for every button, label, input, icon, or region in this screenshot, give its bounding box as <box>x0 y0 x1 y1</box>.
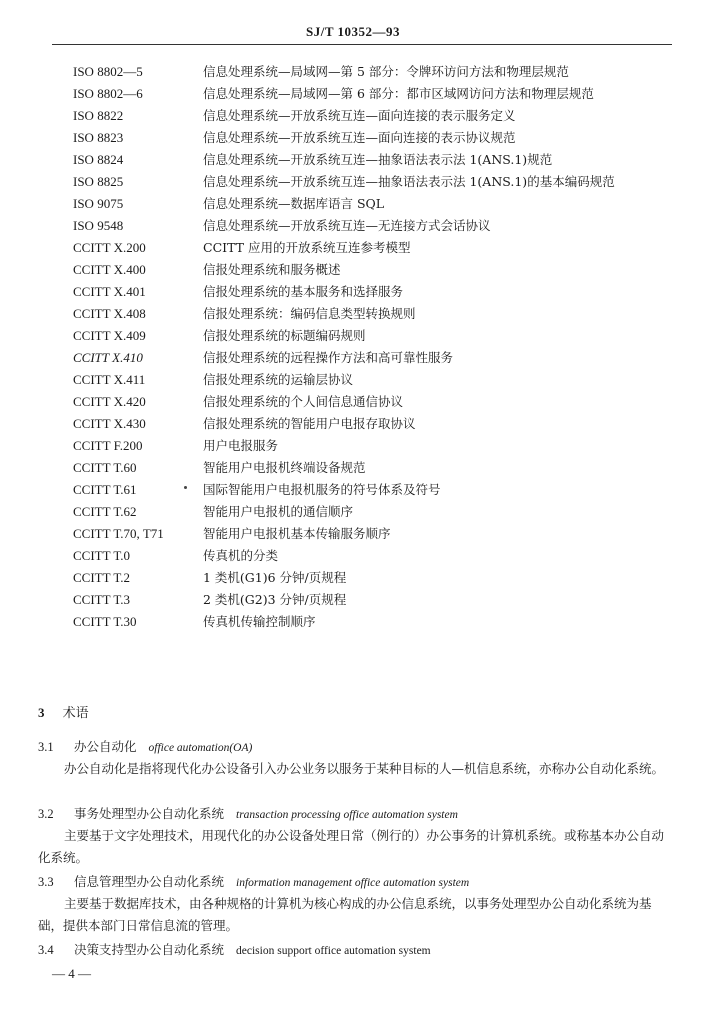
reference-row <box>0 215 706 237</box>
reference-code: CCITT T.61 <box>73 482 137 497</box>
reference-row <box>0 369 706 391</box>
term-english: decision support office automation system <box>236 945 431 957</box>
term-number: 3.4 <box>38 943 54 957</box>
term-heading <box>38 803 678 826</box>
reference-code: ISO 9548 <box>73 218 124 233</box>
reference-title: 传真机传输控制顺序 <box>203 614 316 629</box>
reference-title: 信息处理系统—开放系统互连—抽象语法表示法 1(ANS.1)的基本编码规范 <box>203 174 615 189</box>
reference-title: 信报处理系统：编码信息类型转换规则 <box>203 306 416 321</box>
term-heading <box>38 871 678 894</box>
reference-title: 信报处理系统的基本服务和选择服务 <box>203 284 404 299</box>
header-rule <box>52 44 672 45</box>
reference-title: 智能用户电报机的通信顺序 <box>203 504 354 519</box>
reference-row <box>0 611 706 633</box>
reference-row <box>0 83 706 105</box>
reference-row <box>0 281 706 303</box>
term-number: 3.2 <box>38 807 54 821</box>
reference-title: 信息处理系统—数据库语言 SQL <box>203 196 385 211</box>
term-english: office automation(OA) <box>148 742 253 754</box>
reference-row <box>0 479 706 501</box>
reference-list <box>0 61 706 633</box>
reference-row <box>0 457 706 479</box>
reference-code: ISO 8822 <box>73 108 124 123</box>
reference-title: 信报处理系统的远程操作方法和高可靠性服务 <box>203 350 454 365</box>
reference-code: CCITT T.2 <box>73 570 131 585</box>
reference-code: CCITT T.30 <box>73 614 137 629</box>
reference-code: CCITT X.420 <box>73 394 146 409</box>
term-number: 3.1 <box>38 740 54 754</box>
term-english: transaction processing office automation system <box>236 809 458 821</box>
reference-row <box>0 171 706 193</box>
reference-code: ISO 8824 <box>73 152 124 167</box>
reference-title: 信息处理系统—开放系统互连—面向连接的表示服务定义 <box>203 108 516 123</box>
reference-title: 智能用户电报机终端设备规范 <box>203 460 366 475</box>
term-definition: 主要基于文字处理技术，用现代化的办公设备处理日常（例行的）办公事务的计算机系统。或称基本办公自动化系统。 <box>38 828 665 865</box>
section-heading <box>38 702 89 725</box>
reference-code: CCITT X.410 <box>73 350 143 365</box>
term-definition: 办公自动化是指将现代化办公设备引入办公业务以服务于某种目标的人—机信息系统，亦称办公自动化系统。 <box>64 761 665 776</box>
document-header-code: SJ/T 10352—93 <box>305 24 401 39</box>
section-title: 术语 <box>62 706 89 721</box>
reference-row <box>0 347 706 369</box>
reference-title: 智能用户电报机基本传输服务顺序 <box>203 526 391 541</box>
reference-row <box>0 567 706 589</box>
reference-code: CCITT X.400 <box>73 262 146 277</box>
term-chinese: 决策支持型办公自动化系统 <box>74 942 225 957</box>
reference-code: ISO 9075 <box>73 196 124 211</box>
reference-code: CCITT X.401 <box>73 284 146 299</box>
page-number: — 4 — <box>52 966 91 981</box>
term-heading <box>38 939 678 962</box>
reference-row <box>0 523 706 545</box>
reference-title: 信报处理系统的运输层协议 <box>203 372 354 387</box>
section-number: 3 <box>38 705 45 720</box>
reference-row <box>0 237 706 259</box>
reference-row <box>0 501 706 523</box>
reference-row <box>0 193 706 215</box>
reference-title: 信息处理系统—开放系统互连—面向连接的表示协议规范 <box>203 130 516 145</box>
reference-code: CCITT T.60 <box>73 460 137 475</box>
reference-code: CCITT T.70, T71 <box>73 526 164 541</box>
reference-row <box>0 105 706 127</box>
reference-title: 信息处理系统—局域网—第 5 部分：令牌环访问方法和物理层规范 <box>203 64 569 79</box>
reference-title: CCITT 应用的开放系统互连参考模型 <box>203 240 411 255</box>
reference-code: CCITT T.0 <box>73 548 131 563</box>
reference-code: CCITT X.430 <box>73 416 146 431</box>
scan-speck <box>184 486 187 489</box>
reference-code: CCITT T.3 <box>73 592 131 607</box>
reference-code: CCITT X.200 <box>73 240 146 255</box>
reference-title: 用户电报服务 <box>203 438 279 453</box>
term-heading <box>38 736 678 759</box>
reference-title: 传真机的分类 <box>203 548 279 563</box>
reference-title: 2 类机(G2)3 分钟/页规程 <box>203 592 347 607</box>
term-english: information management office automation system <box>236 877 470 889</box>
reference-row <box>0 127 706 149</box>
reference-code: ISO 8823 <box>73 130 124 145</box>
reference-row <box>0 589 706 611</box>
reference-title: 信息处理系统—局域网—第 6 部分：都市区域网访问方法和物理层规范 <box>203 86 594 101</box>
reference-code: CCITT X.408 <box>73 306 146 321</box>
reference-row <box>0 325 706 347</box>
reference-row <box>0 391 706 413</box>
reference-row <box>0 413 706 435</box>
reference-row <box>0 545 706 567</box>
reference-code: CCITT T.62 <box>73 504 137 519</box>
reference-title: 信报处理系统的智能用户电报存取协议 <box>203 416 416 431</box>
term-chinese: 信息管理型办公自动化系统 <box>74 874 225 889</box>
term-chinese: 办公自动化 <box>74 739 137 754</box>
term-chinese: 事务处理型办公自动化系统 <box>74 806 225 821</box>
reference-code: ISO 8802—6 <box>73 86 143 101</box>
reference-title: 信息处理系统—开放系统互连—无连接方式会话协议 <box>203 218 491 233</box>
reference-row <box>0 435 706 457</box>
reference-row <box>0 259 706 281</box>
reference-row <box>0 303 706 325</box>
reference-row <box>0 149 706 171</box>
reference-row <box>0 61 706 83</box>
reference-title: 信报处理系统和服务概述 <box>203 262 341 277</box>
reference-code: ISO 8825 <box>73 174 124 189</box>
term-number: 3.3 <box>38 875 54 889</box>
reference-title: 信报处理系统的个人间信息通信协议 <box>203 394 404 409</box>
reference-code: ISO 8802—5 <box>73 64 143 79</box>
reference-title: 1 类机(G1)6 分钟/页规程 <box>203 570 347 585</box>
reference-code: CCITT X.409 <box>73 328 146 343</box>
reference-code: CCITT X.411 <box>73 372 146 387</box>
term-definition: 主要基于数据库技术，由各种规格的计算机为核心构成的办公信息系统，以事务处理型办公自动化系统为基础，提供本部门日常信息流的管理。 <box>38 896 652 933</box>
reference-code: CCITT F.200 <box>73 438 143 453</box>
reference-title: 信报处理系统的标题编码规则 <box>203 328 366 343</box>
reference-title: 国际智能用户电报机服务的符号体系及符号 <box>203 482 441 497</box>
reference-title: 信息处理系统—开放系统互连—抽象语法表示法 1(ANS.1)规范 <box>203 152 553 167</box>
